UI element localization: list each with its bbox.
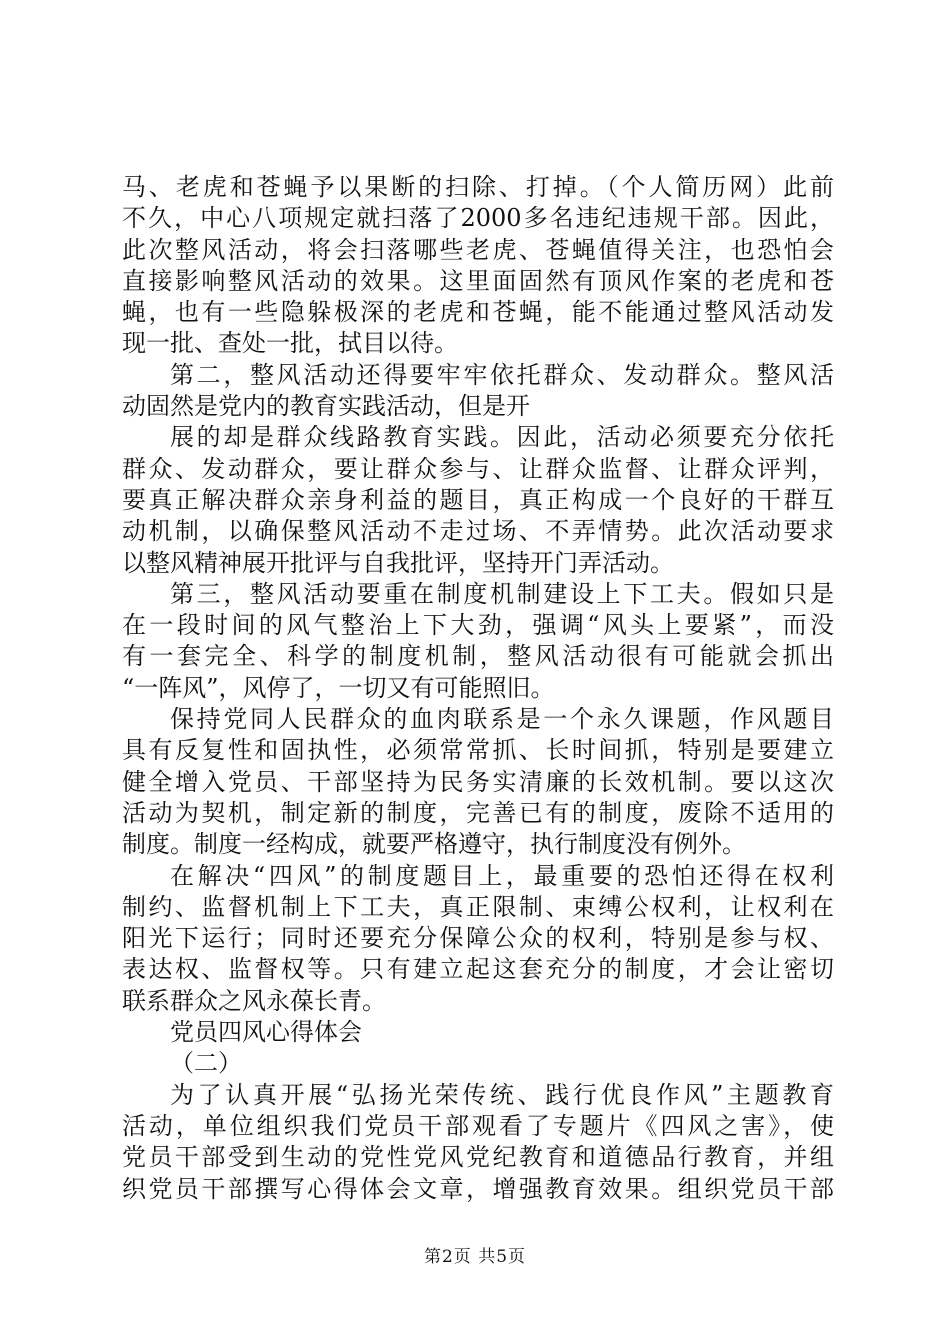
text-line: 健全增入党员、干部坚持为民务实清廉的长效机制。要以这次 [122,767,834,796]
text-line: 联系群众之风永葆长青。 [122,986,386,1015]
text-line: 活动，单位组织我们党员干部观看了专题片《四风之害》，使 [122,1111,834,1140]
text-line: 动固然是党内的教育实践活动，但是开 [122,392,530,421]
text-line: 直接影响整风活动的效果。这里面固然有顶风作案的老虎和苍 [122,266,834,295]
page-number-label: 第2页 共5页 [423,1247,527,1267]
text-line: 制约、监督机制上下工夫，真正限制、束缚公权利，让权利在 [122,892,834,921]
text-line: 保持党同人民群众的血肉联系是一个永久课题，作风题目 [170,705,834,734]
section-number: （二） [170,1049,242,1078]
text-line: 为了认真开展“弘扬光荣传统、践行优良作风”主题教育 [170,1080,834,1109]
page-footer [0,1242,950,1267]
text-line: 制度。制度一经构成，就要严格遵守，执行制度没有例外。 [122,830,746,859]
text-line: 织党员干部撰写心得体会文章，增强教育效果。组织党员干部 [122,1174,834,1203]
text-line: 第二，整风活动还得要牢牢依托群众、发动群众。整风活 [170,360,834,389]
text-line: 阳光下运行；同时还要充分保障公众的权利，特别是参与权、 [122,924,834,953]
text-line: 此次整风活动，将会扫落哪些老虎、苍蝇值得关注，也恐怕会 [122,235,834,264]
text-line: 要真正解决群众亲身利益的题目，真正构成一个良好的干群互 [122,485,834,514]
document-body [122,172,834,1205]
text-line: 在解决“四风”的制度题目上，最重要的恐怕还得在权利 [170,861,834,890]
text-line: 以整风精神展开批评与自我批评，坚持开门弄活动。 [122,548,674,577]
text-line: 在一段时间的风气整治上下大劲，强调“风头上要紧”，而没 [122,611,834,640]
text-line: 活动为契机，制定新的制度，完善已有的制度，废除不适用的 [122,798,834,827]
text-line: 具有反复性和固执性，必须常常抓、长时间抓，特别是要建立 [122,736,834,765]
text-line: 有一套完全、科学的制度机制，整风活动很有可能就会抓出 [122,642,834,671]
text-line: 党员干部受到生动的党性党风党纪教育和道德品行教育，并组 [122,1143,834,1172]
text-line: “一阵风”，风停了，一切又有可能照旧。 [122,673,555,702]
text-line: 展的却是群众线路教育实践。因此，活动必须要充分依托 [170,423,834,452]
text-line: 群众、发动群众，要让群众参与、让群众监督、让群众评判， [122,454,834,483]
text-line: 蝇，也有一些隐躲极深的老虎和苍蝇，能不能通过整风活动发 [122,298,834,327]
text-line: 现一批、查处一批，拭目以待。 [122,329,458,358]
text-line: 动机制，以确保整风活动不走过场、不弄情势。此次活动要求 [122,517,834,546]
text-line: 第三，整风活动要重在制度机制建设上下工夫。假如只是 [170,579,834,608]
section-heading: 党员四风心得体会 [170,1018,362,1047]
text-line: 马、老虎和苍蝇予以果断的扫除、打掉。（个人简历网）此前 [122,173,834,201]
text-line: 表达权、监督权等。只有建立起这套充分的制度，才会让密切 [122,955,834,984]
text-line: 不久，中心八项规定就扫落了2000多名违纪违规干部。因此， [122,204,834,233]
